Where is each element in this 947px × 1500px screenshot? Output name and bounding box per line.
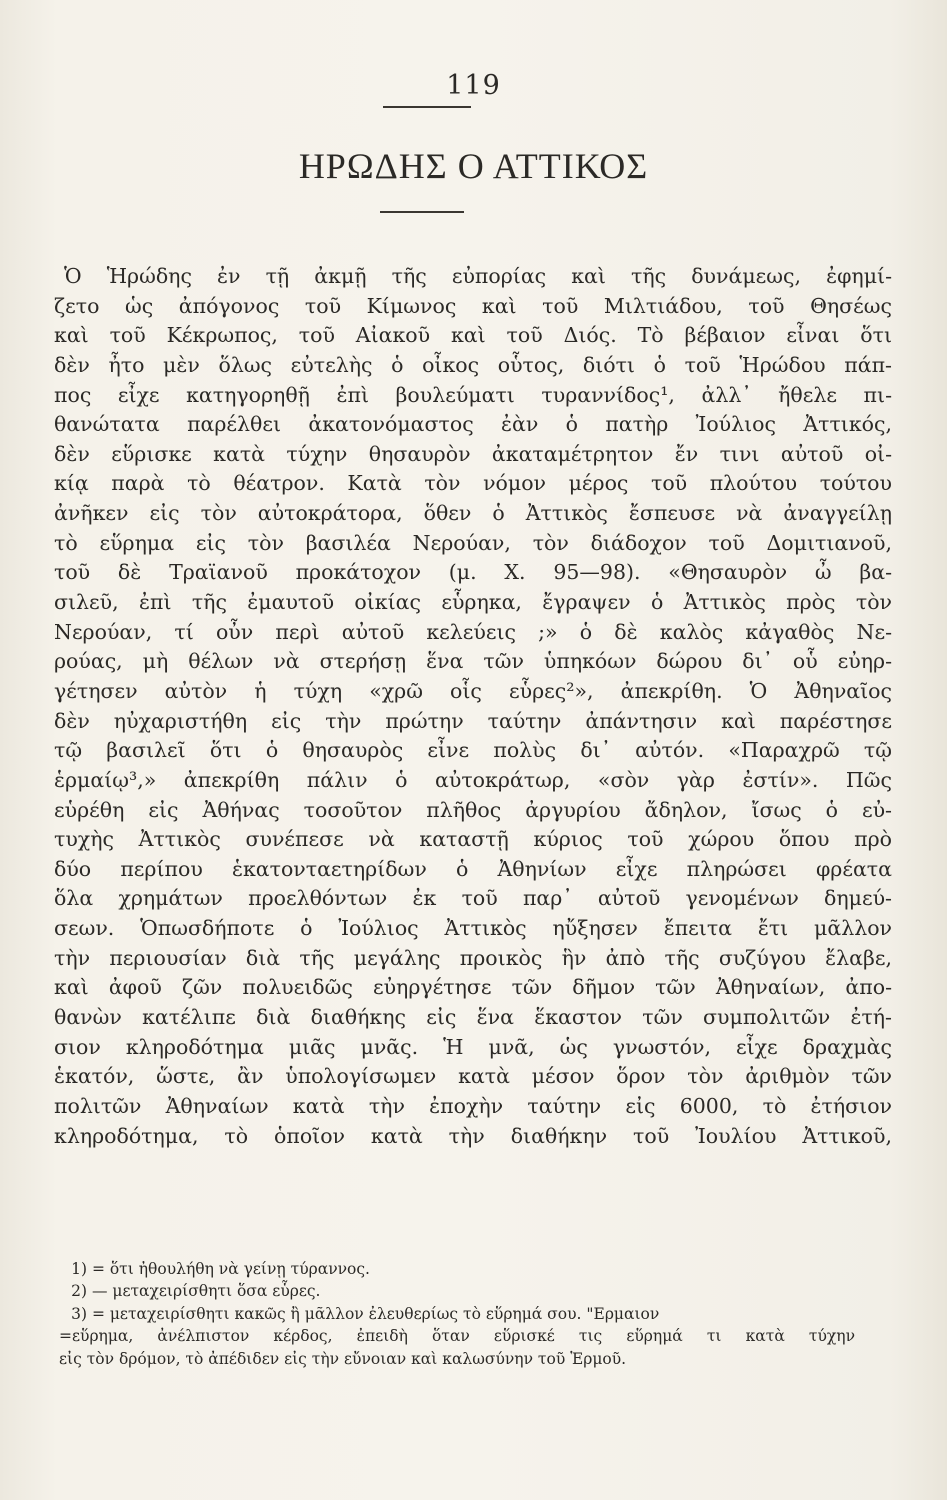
footnote-continuation: =εὕρημα, ἀνέλπιστον κέρδος, ἐπειδὴ ὅταν εὕρισκέ τις εὕρημά τι κατὰ τύχην — [59, 1327, 855, 1346]
text-line: τὸ εὕρημα εἰς τὸν βασιλέα Νερούαν, τὸν διάδοχον τοῦ Δομιτιανοῦ, — [54, 530, 892, 555]
footnote-number: 2) — [71, 1282, 87, 1301]
footnote-number: 1) — [71, 1260, 87, 1278]
text-line: δὲν ἦτο μὲν ὅλως εὐτελὴς ὁ οἶκος οὗτος, διότι ὁ τοῦ Ἡρώδου πάπ- — [54, 352, 892, 377]
text-line: ἀνῆκεν εἰς τὸν αὐτοκράτορα, ὅθεν ὁ Ἀττικὸς ἔσπευσε νὰ ἀναγγείλῃ — [54, 501, 892, 526]
footnote-text: = μεταχειρίσθητι κακῶς ἢ μᾶλλον ἐλευθερίως τὸ εὕρημά σου. "Ερμαιον — [91, 1304, 660, 1323]
footnote-continuation: εἰς τὸν δρόμον, τὸ ἀπέδιδεν εἰς τὴν εὔνοιαν καὶ καλωσύνην τοῦ Ἑρμοῦ. — [59, 1349, 627, 1368]
text-line: κίᾳ παρὰ τὸ θέατρον. Κατὰ τὸν νόμον μέρος τοῦ πλούτου τούτου — [54, 471, 892, 496]
text-line: γέτησεν αὐτὸν ἡ τύχη «χρῶ οἷς εὗρες²», ἀπεκρίθη. Ὁ Ἀθηναῖος — [54, 678, 892, 703]
footnote — [65, 1258, 855, 1280]
body-text — [54, 262, 892, 1151]
page-number: 119 — [446, 70, 501, 101]
text-line: πος εἶχε κατηγορηθῇ ἐπὶ βουλεύματι τυραννίδος¹, ἀλλ᾽ ἤθελε πι- — [54, 382, 892, 407]
footnote — [65, 1280, 855, 1302]
footnote-text: — μεταχειρίσθητι ὅσα εὗρες. — [91, 1282, 321, 1301]
text-line: τυχὴς Ἀττικὸς συνέπεσε νὰ καταστῇ κύριος τοῦ χώρου ὅπου πρὸ — [54, 827, 892, 852]
text-line: εὑρέθη εἰς Ἀθήνας τοσοῦτον πλῆθος ἀργυρίου ἄδηλον, ἴσως ὁ εὐ- — [54, 797, 892, 822]
text-line: ὅλα χρημάτων προελθόντων ἐκ τοῦ παρ᾽ αὐτοῦ γενομένων δημεύ- — [54, 886, 892, 911]
footnote-text: = ὅτι ἠθουλήθη νὰ γείνῃ τύραννος. — [91, 1260, 370, 1278]
text-line: Ὁ Ἡρώδης ἐν τῇ ἀκμῇ τῆς εὐπορίας καὶ τῆς δυνάμεως, ἐφημί- — [64, 264, 892, 288]
text-line: ρούας, μὴ θέλων νὰ στερήσῃ ἕνα τῶν ὑπηκόων δώρου δι᾽ οὗ εὐηρ- — [54, 649, 892, 674]
text-line: κληροδότημα, τὸ ὁποῖον κατὰ τὴν διαθήκην τοῦ Ἰουλίου Ἀττικοῦ, — [54, 1123, 892, 1148]
text-line: καὶ τοῦ Κέκρωπος, τοῦ Αἰακοῦ καὶ τοῦ Διός. Τὸ βέβαιον εἶναι ὅτι — [54, 323, 892, 348]
footnote — [65, 1303, 855, 1325]
text-line: σεων. Ὁπωσδήποτε ὁ Ἰούλιος Ἀττικὸς ηὔξησεν ἔπειτα ἔτι μᾶλλον — [54, 916, 892, 941]
title-rule — [380, 211, 464, 213]
text-line: πολιτῶν Ἀθηναίων κατὰ τὴν ἐποχὴν ταύτην εἰς 6000, τὸ ἐτήσιον — [54, 1093, 892, 1118]
text-line: δύο περίπου ἑκατονταετηρίδων ὁ Ἀθηνίων εἶχε πληρώσει φρέατα — [54, 856, 892, 881]
text-line: θανώτατα παρέλθει ἀκατονόμαστος ἐὰν ὁ πατὴρ Ἰούλιος Ἀττικός, — [54, 412, 892, 437]
header-rule — [383, 106, 471, 108]
text-line: Νερούαν, τί οὖν περὶ αὐτοῦ κελεύεις ;» ὁ δὲ καλὸς κἀγαθὸς Νε- — [54, 619, 892, 644]
text-line: δὲν εὕρισκε κατὰ τύχην θησαυρὸν ἀκαταμέτρητον ἔν τινι αὐτοῦ οἰ- — [54, 441, 892, 466]
text-line: ἑκατόν, ὥστε, ἂν ὑπολογίσωμεν κατὰ μέσον ὅρον τὸν ἀριθμὸν τῶν — [54, 1064, 892, 1089]
chapter-title: ΗΡΩΔΗΣ Ο ΑΤΤΙΚΟΣ — [298, 146, 649, 186]
text-line: θανὼν κατέλιπε διὰ διαθήκης εἰς ἕνα ἕκαστον τῶν συμπολιτῶν ἐτή- — [54, 1005, 892, 1030]
text-line: σιον κληροδότημα μιᾶς μνᾶς. Ἡ μνᾶ, ὡς γνωστόν, εἶχε δραχμὰς — [54, 1034, 892, 1059]
text-line: τὴν περιουσίαν διὰ τῆς μεγάλης προικὸς ἣν ἀπὸ τῆς συζύγου ἔλαβε, — [54, 945, 892, 970]
text-line: ἑρμαίῳ³,» ἀπεκρίθη πάλιν ὁ αὐτοκράτωρ, «σὸν γὰρ ἐστίν». Πῶς — [54, 767, 892, 792]
text-line: ζετο ὡς ἀπόγονος τοῦ Κίμωνος καὶ τοῦ Μιλτιάδου, τοῦ Θησέως — [54, 293, 892, 318]
text-line: καὶ ἀφοῦ ζῶν πολυειδῶς εὐηργέτησε τῶν δῆμον τῶν Ἀθηναίων, ἀπο- — [54, 975, 892, 1000]
text-line: τοῦ δὲ Τραϊανοῦ προκάτοχον (μ. Χ. 95—98). «Θησαυρὸν ὦ βα- — [54, 560, 892, 585]
footnote-number: 3) — [71, 1304, 87, 1323]
text-line: σιλεῦ, ἐπὶ τῆς ἐμαυτοῦ οἰκίας εὗρηκα, ἔγραψεν ὁ Ἀττικὸς πρὸς τὸν — [54, 590, 892, 615]
footnotes — [59, 1258, 855, 1370]
text-line: δὲν ηὐχαριστήθη εἰς τὴν πρώτην ταύτην ἀπάντησιν καὶ παρέστησε — [54, 708, 892, 733]
text-line: τῷ βασιλεῖ ὅτι ὁ θησαυρὸς εἶνε πολὺς δι᾽ αὐτόν. «Παραχρῶ τῷ — [54, 738, 892, 763]
